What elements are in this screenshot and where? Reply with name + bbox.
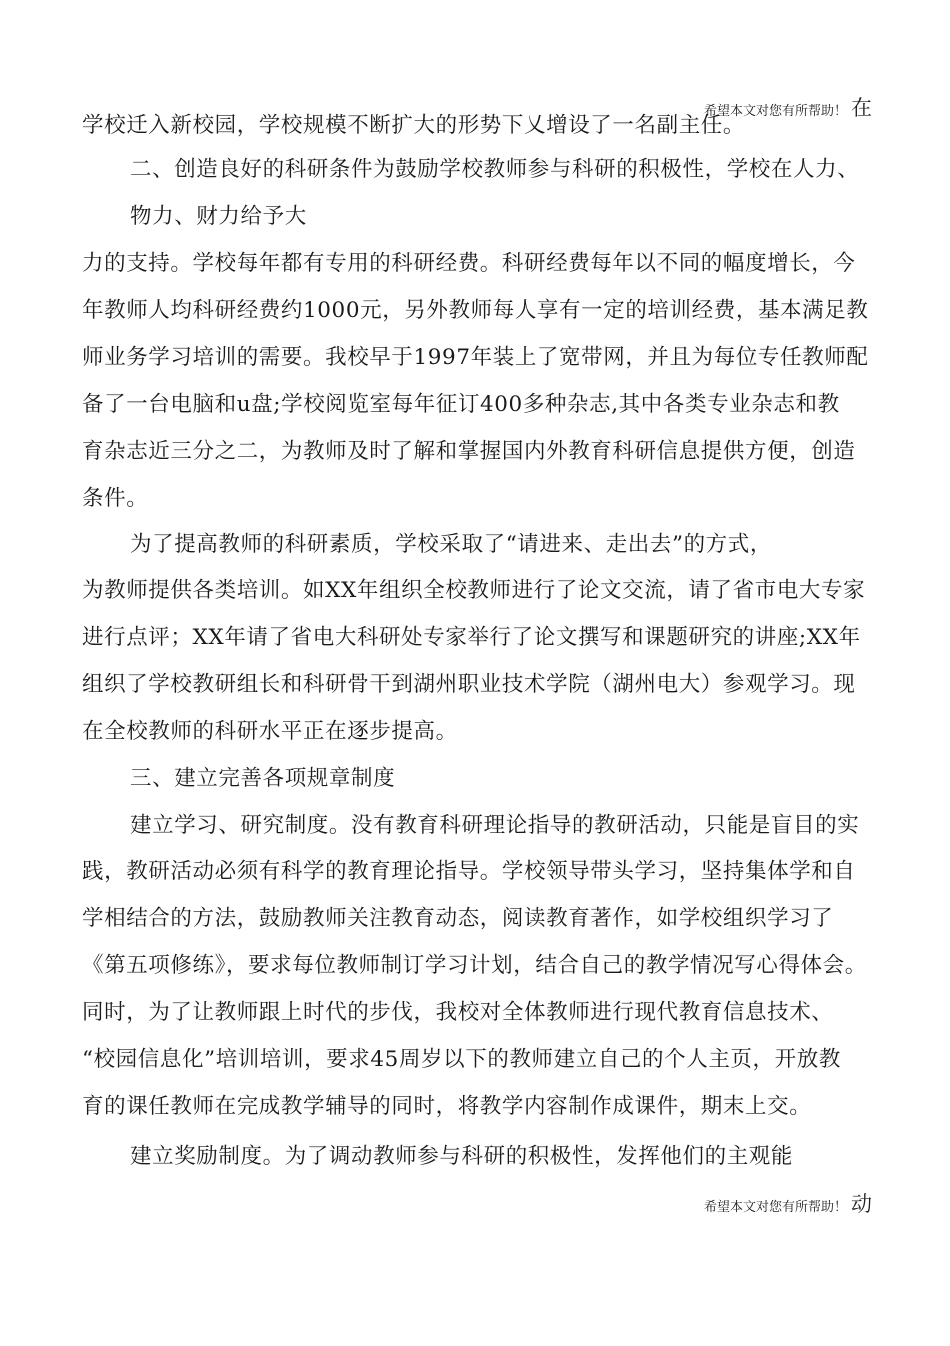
text-line: 进行点评；XX年请了省电大科研处专家举行了论文撰写和课题研究的讲座;XX年 — [82, 625, 861, 650]
section-heading: 三、建立完善各项规章制度 — [130, 766, 396, 791]
text-line: 组织了学校教研组长和科研骨干到湖州职业技术学院（湖州电大）参观学习。现 — [82, 672, 856, 697]
page-footer-bottom — [704, 1188, 872, 1218]
text-line: 学校迁入新校园，学校规模不断扩大的形势下乂增设了一名副主任。 — [82, 113, 746, 138]
text-line: 《第五项修练》，要求每位教师制订学习计划，结合自己的教学情况写心得体会。 — [82, 953, 867, 978]
footer-note: 希望本文对您有所帮助！ — [703, 1200, 847, 1215]
footer-char: 动 — [851, 1192, 872, 1216]
header-char: 在 — [851, 96, 872, 120]
section-heading: 二、创造良好的科研条件为鼓励学校教师参与科研的积极性，学校在人力、 — [130, 157, 860, 182]
text-line: 物力、财力给予大 — [130, 204, 307, 229]
text-line: 为了提高教师的科研素质，学校采取了“请进来、走出去”的方式， — [130, 532, 772, 557]
text-line: 力的支持。学校每年都有专用的科研经费。科研经费每年以不同的幅度增长，今 — [82, 251, 856, 276]
text-line: 在全校教师的科研水平正在逐步提高。 — [82, 719, 458, 744]
text-line: 建立奖励制度。为了调动教师参与科研的积极性，发挥他们的主观能 — [130, 1144, 794, 1169]
text-line: 年教师人均科研经费约1000元，另外教师每人享有一定的培训经费，基本满足教 — [82, 298, 869, 323]
text-line: “校园信息化”培训培训，要求45周岁以下的教师建立自己的个人主页，开放教 — [82, 1047, 841, 1072]
text-line: 为教师提供各类培训。如XX年组织全校教师进行了论文交流，请了省市电大专家 — [82, 578, 866, 603]
text-line: 同时，为了让教师跟上时代的步伐，我校对全体教师进行现代教育信息技术、 — [82, 1000, 834, 1025]
text-line: 学相结合的方法，鼓励教师关注教育动态，阅读教育著作，如学校组织学习了 — [82, 906, 834, 931]
text-line: 育杂志近三分之二，为教师及时了解和掌握国内外教育科研信息提供方便，创造 — [82, 439, 856, 464]
header-note: 希望本文对您有所帮助！ — [703, 104, 847, 119]
text-line: 践，教研活动必须有科学的教育理论指导。学校领导带头学习，坚持集体学和自 — [82, 859, 856, 884]
text-line: 备了一台电脑和u盘;学校阅览室每年征订400多种杂志,其中各类专业杂志和教 — [82, 392, 840, 417]
text-line: 建立学习、研究制度。没有教育科研理论指导的教研活动，只能是盲目的实 — [130, 813, 860, 838]
text-line: 条件。 — [82, 486, 149, 511]
text-line: 师业务学习培训的需要。我校早于1997年装上了宽带网，并且为每位专任教师配 — [82, 345, 869, 370]
text-line: 育的课任教师在完成教学辅导的同时，将教学内容制作成课件，期末上交。 — [82, 1094, 812, 1119]
